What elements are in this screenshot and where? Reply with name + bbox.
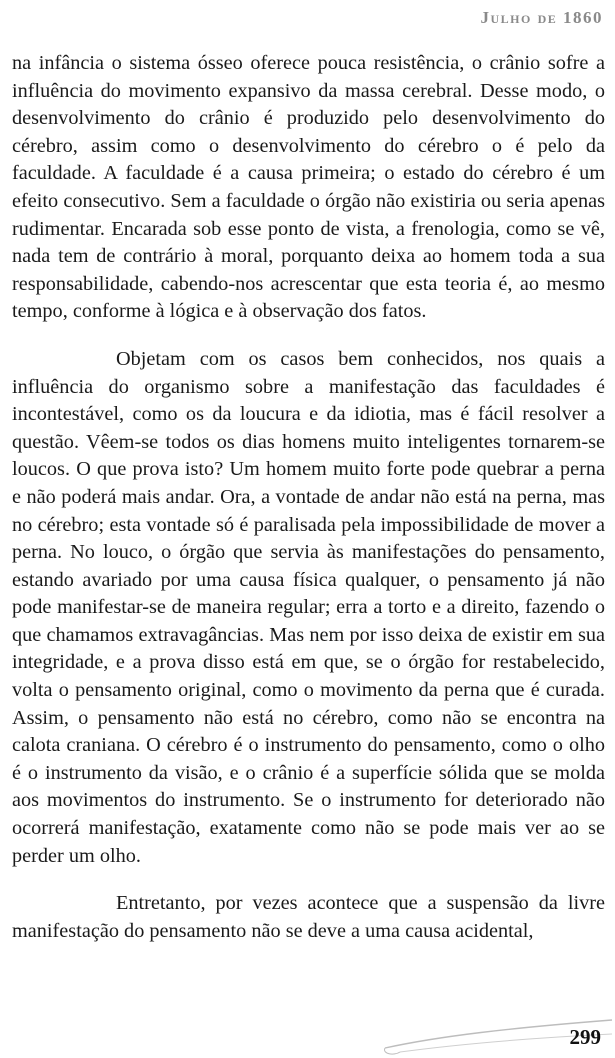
paragraph-3: Entretanto, por vezes acontece que a suspensão da livre manifestação do pensamento não se deve a uma causa acidental, <box>12 892 605 942</box>
paragraph-1: na infância o sistema ósseo oferece pouca resistência, o crânio sofre a influência do movimento expansivo da massa cerebral. Desse modo, o desenvolvimento do crânio é produzido pelo desenvolvimento do cérebro, assim como o desenvolvimento do cérebro o é pelo da faculdade. A faculdade é a causa primeira; o estado do cérebro é um efeito consecutivo. Sem a faculdade o órgão não existiria ou seria apenas rudimentar. Encarada sob esse ponto de vista, a frenologia, como se vê, nada tem de contrário à moral, porquanto deixa ao homem toda a sua responsabilidade, cabendo-nos acrescentar que esta teoria é, ao mesmo tempo, conforme à lógica e à observação dos fatos. <box>12 52 605 323</box>
running-header: Julho de 1860 <box>480 8 603 27</box>
paragraph-2: Objetam com os casos bem conhecidos, nos quais a influência do organismo sobre a manifestação das faculdades é incontestável, como os da loucura e da idiotia, mas é fácil resolver a questão. Vêem-se todos os dias homens muito inteligentes tornarem-se loucos. O que prova isto? Um homem muito forte pode quebrar a perna e não poderá mais andar. Ora, a vontade de andar não está na perna, mas no cérebro; esta vontade só é paralisada pela impossibilidade de mover a perna. No louco, o órgão que servia às manifestações do pensamento, estando avariado por uma causa física qualquer, o pensamento já não pode manifestar-se de maneira regular; erra a torto e a direito, fazendo o que chamamos extravagâncias. Mas nem por isso deixa de existir em sua integridade, e a prova disso está em que, se o órgão for restabelecido, volta o pensamento original, como o movimento da perna que é curada. Assim, o pensamento não está no cérebro, como não se encontra na calota craniana. O cérebro é o instrumento do pensamento, como o olho é o instrumento da visão, e o crânio é a superfície sólida que se molda aos movimentos do instrumento. Se o instrumento for deteriorado não ocorrerá manifestação, exatamente como não se pode mais ver ao se perder um olho. <box>12 347 605 867</box>
page-number: 299 <box>569 1025 601 1049</box>
page-body <box>12 50 605 945</box>
